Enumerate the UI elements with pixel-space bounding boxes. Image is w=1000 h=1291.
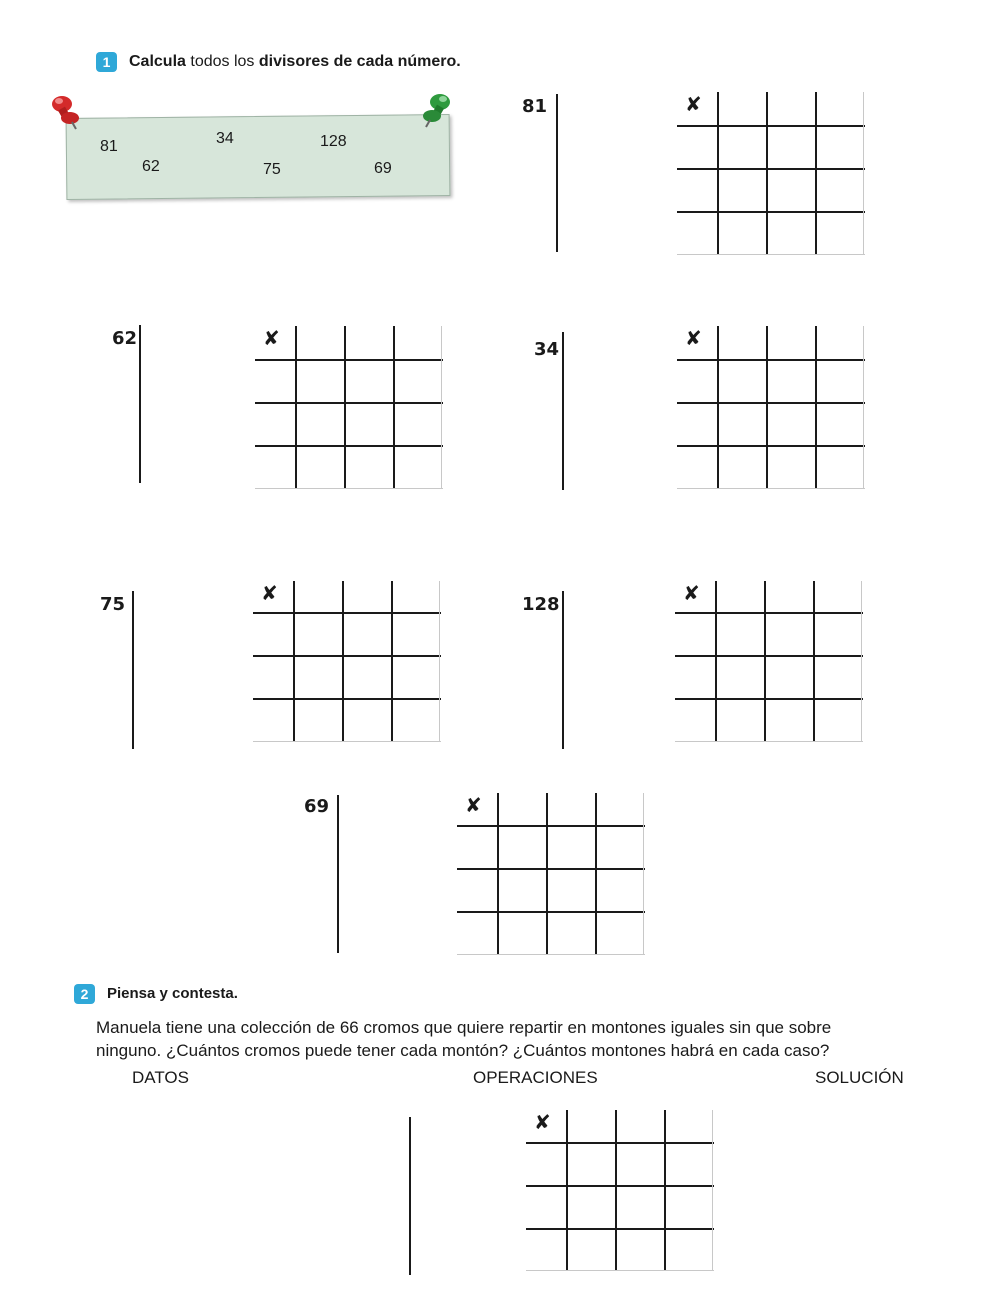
division-line-34 xyxy=(562,332,564,490)
number-81-label: 81 xyxy=(522,96,548,117)
number-34-label: 34 xyxy=(534,339,560,360)
note-paper xyxy=(66,114,451,200)
x-mark-icon: ✘ xyxy=(263,326,280,350)
x-mark-icon: ✘ xyxy=(534,1110,551,1134)
title-part-3: divisores de cada número. xyxy=(258,53,461,70)
number-75-label: 75 xyxy=(100,594,126,615)
exercise-1-title xyxy=(129,53,461,71)
green-pushpin-icon xyxy=(420,92,454,130)
division-line-128 xyxy=(562,591,564,749)
x-mark-icon: ✘ xyxy=(465,793,482,817)
number-128-label: 128 xyxy=(522,594,560,615)
note-number-75: 75 xyxy=(263,161,281,178)
x-mark-icon: ✘ xyxy=(261,581,278,605)
division-line-69 xyxy=(337,795,339,953)
exercise-2-title: Piensa y contesta. xyxy=(107,985,238,1002)
exercise-2-badge: 2 xyxy=(74,984,95,1004)
red-pushpin-icon xyxy=(48,94,82,132)
number-69-label: 69 xyxy=(304,796,330,817)
division-line-66 xyxy=(409,1117,411,1275)
problem-line-2: ninguno. ¿Cuántos cromos puede tener cada montón? ¿Cuántos montones habrá en cada caso? xyxy=(96,1041,830,1060)
division-line-75 xyxy=(132,591,134,749)
divisor-grid-62 xyxy=(255,326,445,490)
title-part-2: todos los xyxy=(185,53,259,70)
x-mark-icon: ✘ xyxy=(685,326,702,350)
x-mark-icon: ✘ xyxy=(685,92,702,116)
divisor-grid-128 xyxy=(675,581,865,745)
divisor-grid-34 xyxy=(677,326,867,490)
divisor-grid-66 xyxy=(526,1110,716,1274)
number-note xyxy=(58,98,450,198)
column-operaciones: OPERACIONES xyxy=(473,1068,598,1087)
note-number-62: 62 xyxy=(142,158,160,175)
column-datos: DATOS xyxy=(132,1068,189,1087)
note-number-69: 69 xyxy=(374,160,392,177)
divisor-grid-75 xyxy=(253,581,443,745)
division-line-62 xyxy=(139,325,141,483)
divisor-grid-69 xyxy=(457,793,647,957)
problem-line-1: Manuela tiene una colección de 66 cromos que quiere repartir en montones iguales sin que sobre xyxy=(96,1018,832,1037)
x-mark-icon: ✘ xyxy=(683,581,700,605)
note-number-128: 128 xyxy=(320,133,347,150)
title-part-1: Calcula xyxy=(129,53,186,70)
exercise-1-badge: 1 xyxy=(96,52,117,72)
column-solucion: SOLUCIÓN xyxy=(815,1068,904,1087)
division-line-81 xyxy=(556,94,558,252)
note-number-81: 81 xyxy=(100,138,118,155)
divisor-grid-81 xyxy=(677,92,867,256)
number-62-label: 62 xyxy=(112,328,138,349)
note-number-34: 34 xyxy=(216,130,234,147)
